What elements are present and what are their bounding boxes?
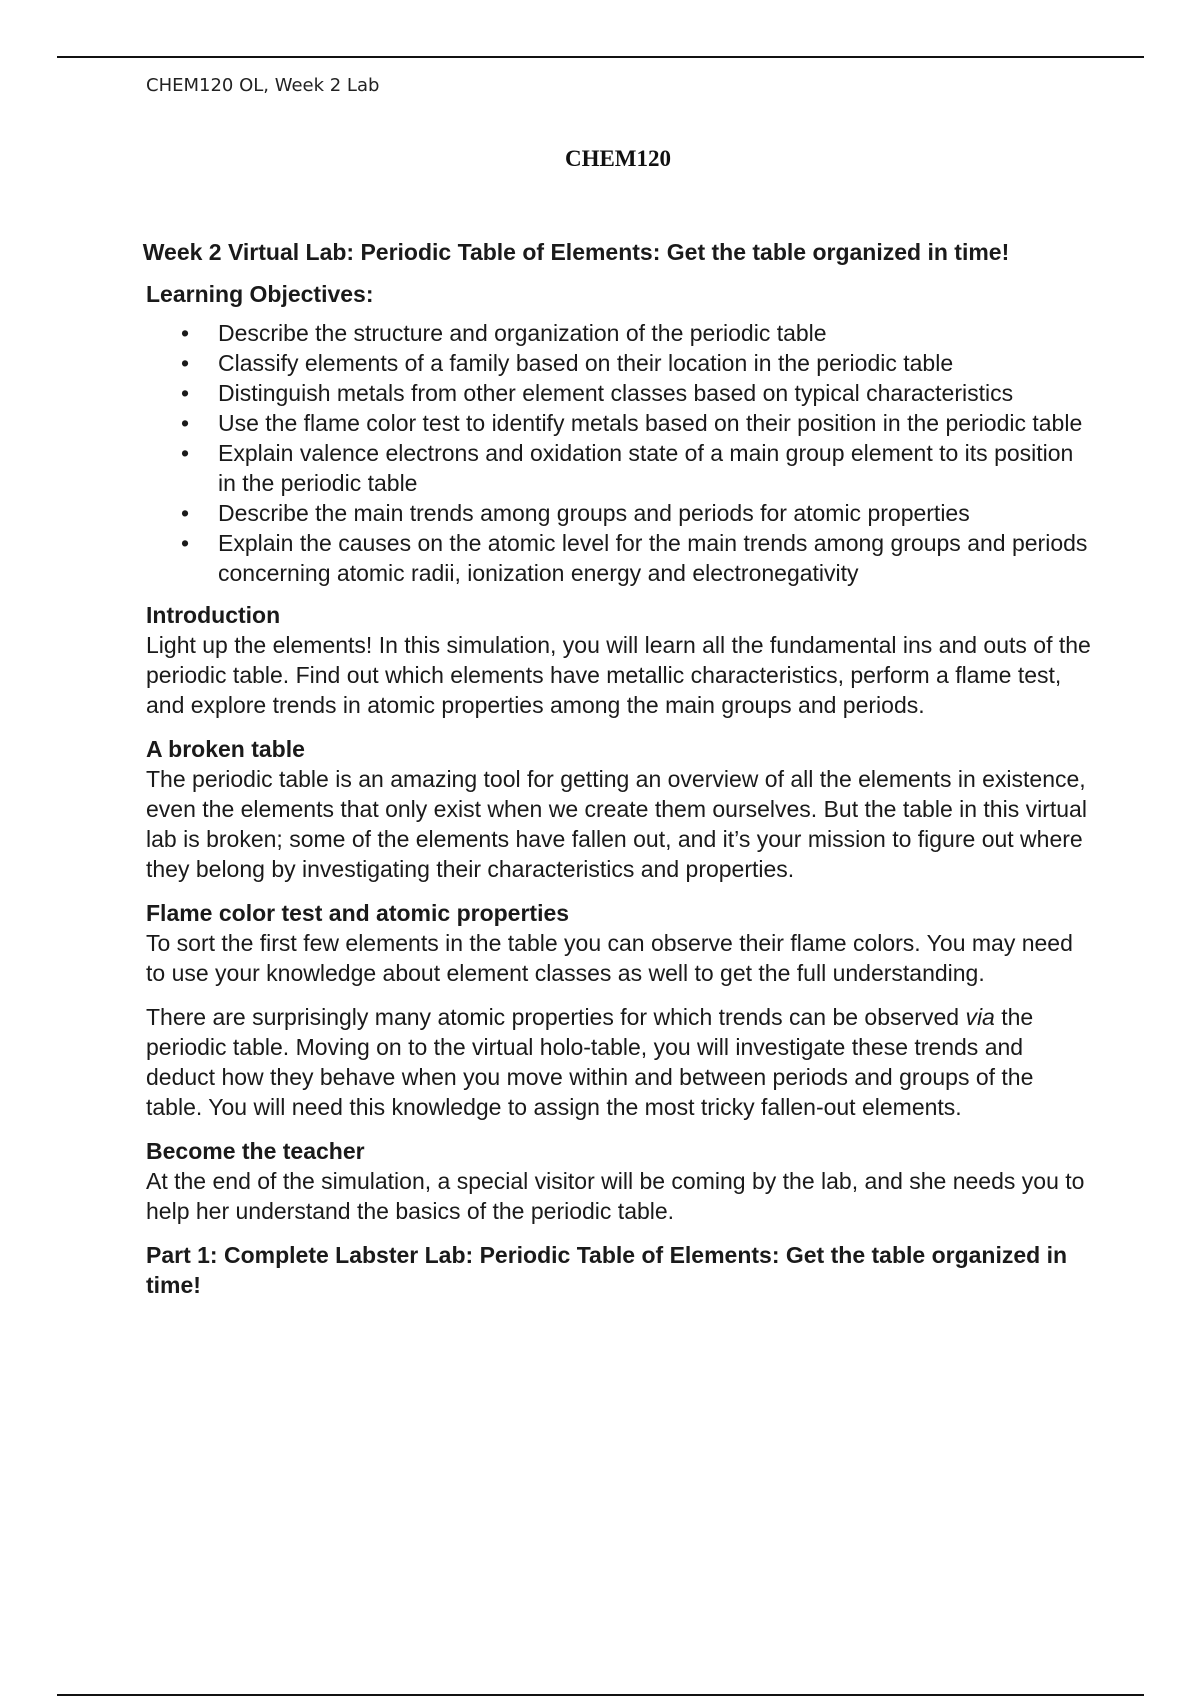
introduction-text: Light up the elements! In this simulation, you will learn all the fundamental ins and outs of the periodic table. Find out which elements have metallic characteristics, perform a flame test, and explore trends in atomic properties among the main groups and periods. [146, 632, 1091, 718]
teacher-heading: Become the teacher [146, 1138, 365, 1164]
document-body [142, 237, 1096, 1300]
flame-test-text: To sort the first few elements in the table you can observe their flame colors. You may need to use your knowledge about element classes as well to get the full understanding. [146, 930, 1073, 986]
atomic-properties-text [146, 1002, 1096, 1122]
part1-heading: Part 1: Complete Labster Lab: Periodic Table of Elements: Get the table organized in time! [146, 1242, 1068, 1298]
document-title: Week 2 Virtual Lab: Periodic Table of Elements: Get the table organized in time! [142, 239, 1010, 265]
atomic-properties-text-end: the periodic table. Moving on to the virtual holo-table, you will investigate these trends and deduct how they behave when you move within and between periods and groups of the table. You will need this knowledge to assign the most tricky fallen-out elements. [146, 1004, 1034, 1120]
list-item: • Distinguish metals from other element classes based on typical characteristics [218, 378, 1096, 408]
via-italic: via [965, 1004, 995, 1030]
list-item: • Classify elements of a family based on their location in the periodic table [218, 348, 1096, 378]
objectives-list [146, 318, 1096, 588]
course-title: CHEM120 [564, 146, 672, 171]
teacher-text: At the end of the simulation, a special visitor will be coming by the lab, and she needs you to help her understand the basics of the periodic table. [146, 1168, 1085, 1224]
footer-rule [57, 1694, 1144, 1696]
running-header: CHEM120 OL, Week 2 Lab [146, 75, 380, 96]
introduction-heading: Introduction [146, 602, 281, 628]
atomic-properties-text-start: There are surprisingly many atomic properties for which trends can be observed [146, 1004, 966, 1030]
list-item: • Describe the structure and organization of the periodic table [218, 318, 1096, 348]
list-item: • Describe the main trends among groups and periods for atomic properties [218, 498, 1096, 528]
objectives-heading: Learning Objectives: [146, 281, 374, 307]
flame-test-heading: Flame color test and atomic properties [146, 900, 570, 926]
list-item: • Use the flame color test to identify metals based on their position in the periodic table [218, 408, 1096, 438]
list-item: • Explain valence electrons and oxidation state of a main group element to its position in the periodic table [218, 438, 1096, 498]
list-item: • Explain the causes on the atomic level for the main trends among groups and periods concerning atomic radii, ionization energy and electronegativity [218, 528, 1096, 588]
broken-table-text: The periodic table is an amazing tool for getting an overview of all the elements in existence, even the elements that only exist when we create them ourselves. But the table in this virtual lab is broken; some of the elements have fallen out, and it’s your mission to figure out where they belong by investigating their characteristics and properties. [146, 766, 1087, 882]
broken-table-heading: A broken table [146, 736, 305, 762]
header-rule [57, 56, 1144, 58]
